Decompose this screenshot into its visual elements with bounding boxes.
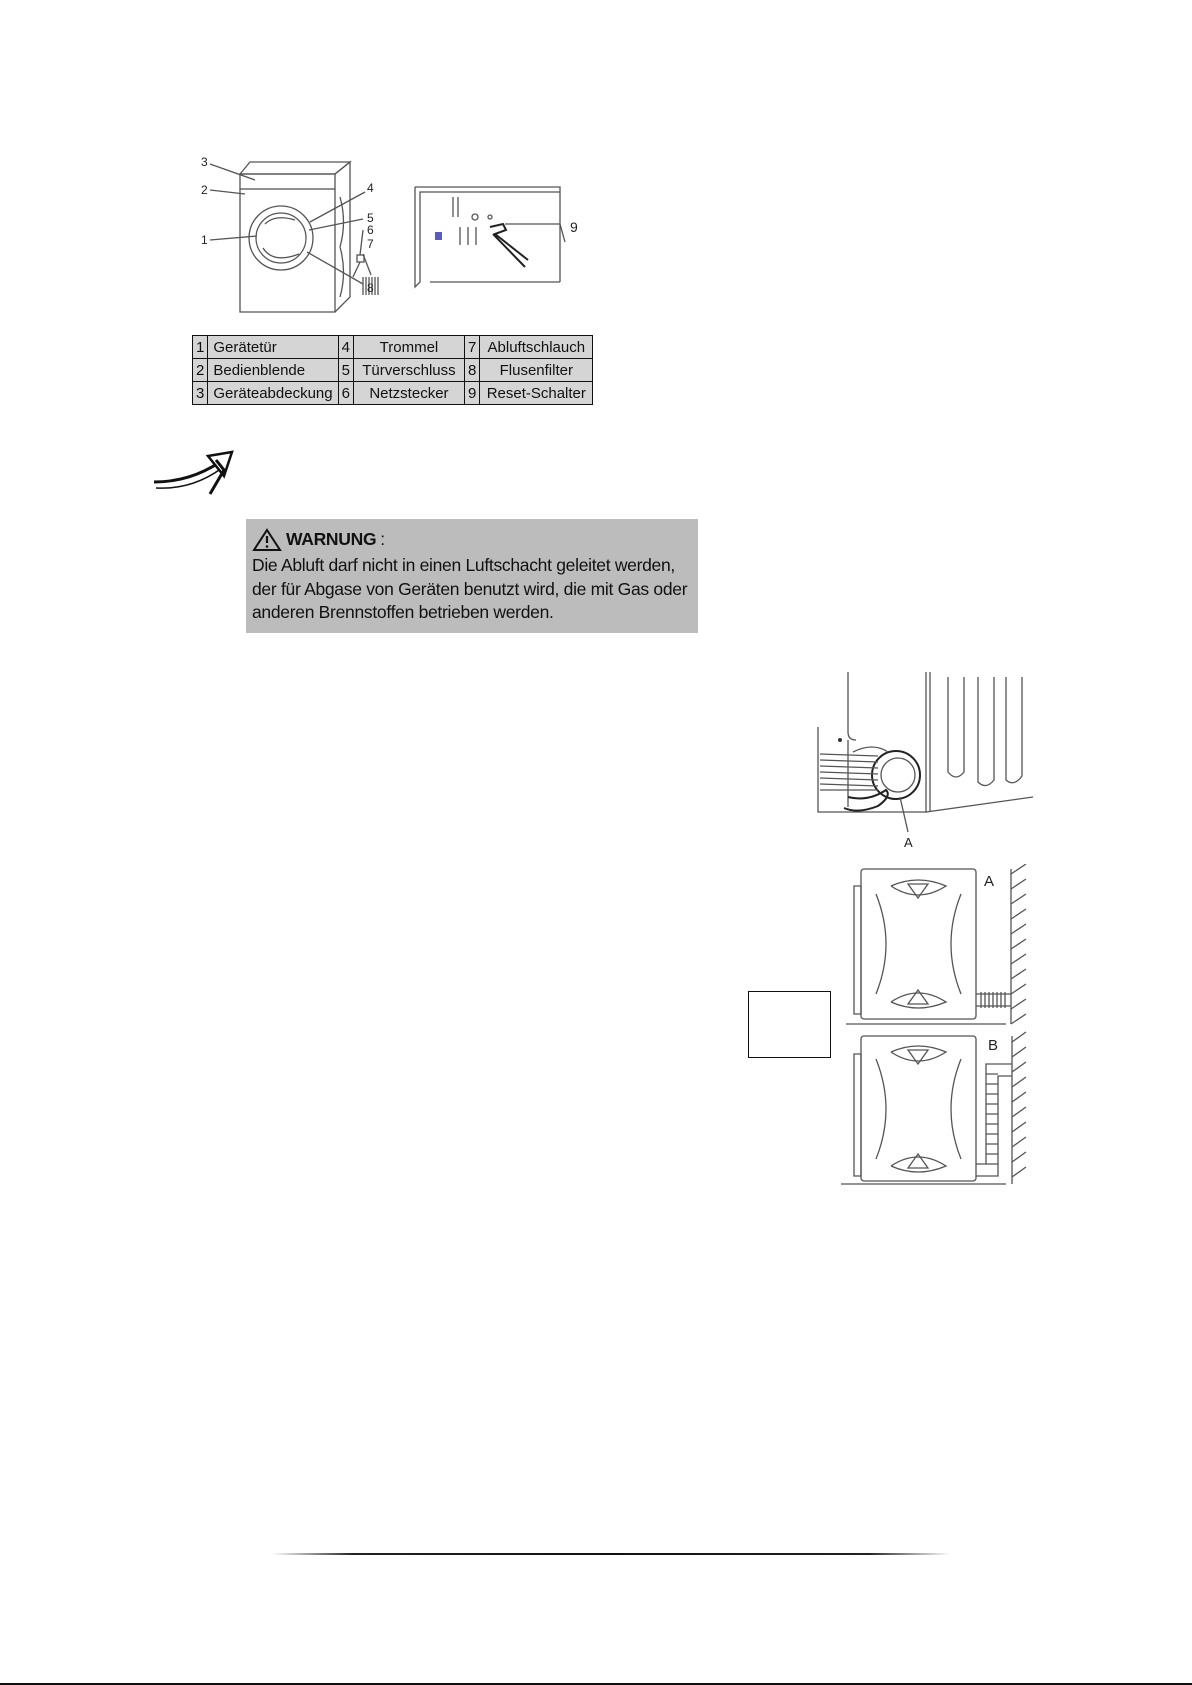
callout-6: 6	[367, 223, 374, 237]
part-label: Geräteabdeckung	[208, 382, 338, 405]
footer-divider	[272, 1553, 950, 1555]
parts-table	[192, 335, 593, 405]
callout-9: 9	[570, 219, 578, 235]
part-number: 3	[193, 382, 208, 405]
table-row	[193, 359, 593, 382]
hose-attachment-figure	[808, 672, 1040, 858]
warning-title-colon: :	[380, 529, 385, 550]
callout-2: 2	[201, 183, 208, 197]
callout-4: 4	[367, 181, 374, 195]
part-number: 1	[193, 336, 208, 359]
callout-7: 7	[367, 237, 374, 251]
part-label: Netzstecker	[353, 382, 464, 405]
part-number: 6	[338, 382, 353, 405]
callout-1: 1	[201, 233, 208, 247]
part-label: Gerätetür	[208, 336, 338, 359]
warning-box	[246, 519, 698, 633]
table-row	[193, 382, 593, 405]
part-label: Trommel	[353, 336, 464, 359]
warning-body	[252, 554, 698, 625]
warning-title	[252, 528, 698, 552]
warning-line: der für Abgase von Geräten benutzt wird, die mit Gas oder	[252, 578, 688, 599]
part-number: 4	[338, 336, 353, 359]
part-label: Türverschluss	[353, 359, 464, 382]
callout-3: 3	[201, 155, 208, 169]
dryer-front-figure	[195, 152, 395, 318]
table-row	[193, 336, 593, 359]
warning-title-text: WARNUNG	[286, 529, 377, 550]
empty-reference-box	[748, 991, 831, 1058]
warning-line: Die Abluft darf nicht in einen Luftschacht geleitet werden,	[252, 555, 675, 575]
label-a: A	[904, 835, 913, 850]
arrow-icon	[150, 448, 240, 500]
wall-installation-figure	[836, 864, 1036, 1192]
part-number: 7	[464, 336, 479, 359]
part-label: Bedienblende	[208, 359, 338, 382]
part-number: 5	[338, 359, 353, 382]
part-number: 9	[464, 382, 479, 405]
callout-5: 5	[367, 211, 374, 225]
part-number: 8	[464, 359, 479, 382]
warning-triangle-icon	[252, 528, 282, 552]
dryer-back-reset-figure	[410, 182, 600, 292]
part-label: Abluftschlauch	[480, 336, 593, 359]
label-wall-b: B	[988, 1037, 999, 1054]
warning-line: anderen Brennstoffen betrieben werden.	[252, 602, 554, 622]
part-label: Flusenfilter	[480, 359, 593, 382]
part-label: Reset-Schalter	[480, 382, 593, 405]
part-number: 2	[193, 359, 208, 382]
label-wall-a: A	[984, 873, 995, 890]
callout-8: 8	[367, 281, 374, 295]
